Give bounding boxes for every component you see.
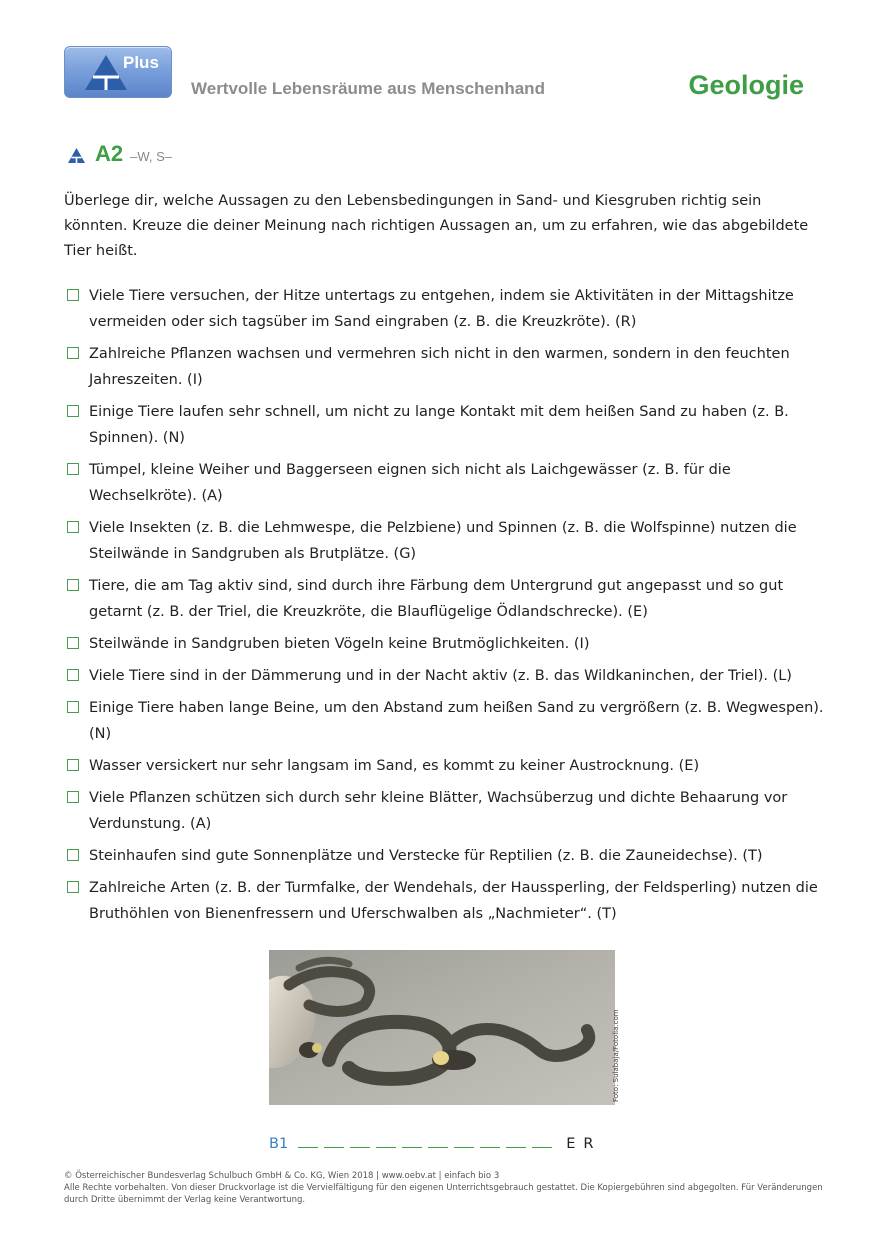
statement-item — [64, 785, 824, 837]
statement-text: Zahlreiche Arten (z. B. der Turmfalke, der Wendehals, der Haussperling, der Feldsperling) nutzen die Bruthöhlen von Bienenfressern und Uferschwalben als „Nachmieter“. (T) — [89, 880, 818, 922]
answer-line — [269, 1131, 593, 1153]
statement-checkbox[interactable] — [67, 521, 79, 533]
answer-blank[interactable] — [324, 1131, 344, 1148]
statement-item — [64, 573, 824, 625]
task-id: A2 — [95, 141, 124, 166]
task-instructions: Überlege dir, welche Aussagen zu den Lebensbedingungen in Sand- und Kiesgruben richtig sein könnten. Kreuze die deiner Meinung nach richtigen Aussagen an, um zu erfahren, wie das abgebildete Tier heißt. — [64, 193, 809, 259]
footer-copyright: © Österreichischer Bundesverlag Schulbuch GmbH & Co. KG, Wien 2018 | www.oebv.at | einfach bio 3 — [64, 1171, 500, 1181]
statement-text: Viele Insekten (z. B. die Lehmwespe, die Pelzbiene) und Spinnen (z. B. die Wolfspinne) nutzen die Steilwände in Sandgruben als Brutplätze. (G) — [89, 520, 797, 562]
statement-text: Tiere, die am Tag aktiv sind, sind durch ihre Färbung dem Untergrund gut angepasst und so gut getarnt (z. B. der Triel, die Kreuzkröte, die Blauflügelige Ödlandschrecke). (E) — [89, 578, 784, 620]
statement-checkbox[interactable] — [67, 637, 79, 649]
statement-checkbox[interactable] — [67, 463, 79, 475]
answer-blank[interactable] — [480, 1131, 500, 1148]
statement-text: Viele Tiere versuchen, der Hitze untertags zu entgehen, indem sie Aktivitäten in der Mittagshitze vermeiden oder sich tagsüber im Sand eingraben (z. B. die Kreuzkröte). (R) — [89, 288, 794, 330]
answer-blank[interactable] — [428, 1131, 448, 1148]
statement-checkbox[interactable] — [67, 579, 79, 591]
statement-text: Steinhaufen sind gute Sonnenplätze und Verstecke für Reptilien (z. B. die Zauneidechse). (T) — [89, 848, 763, 864]
statement-checkbox[interactable] — [67, 289, 79, 301]
answer-blank[interactable] — [298, 1131, 318, 1148]
statement-checkbox[interactable] — [67, 669, 79, 681]
triangle-icon — [68, 148, 85, 163]
header-subtitle: Wertvolle Lebensräume aus Menschenhand — [191, 79, 545, 98]
answer-letter: E — [566, 1136, 576, 1152]
header-subject: Geologie — [688, 70, 804, 100]
statement-text: Einige Tiere haben lange Beine, um den Abstand zum heißen Sand zu vergrößern (z. B. Wegwespen). (N) — [89, 700, 824, 742]
statement-checkbox[interactable] — [67, 881, 79, 893]
statement-checkbox[interactable] — [67, 701, 79, 713]
statement-item — [64, 515, 824, 567]
snake-photo — [269, 950, 615, 1105]
statement-item — [64, 663, 824, 689]
statement-item — [64, 875, 824, 927]
statement-text: Tümpel, kleine Weiher und Baggerseen eignen sich nicht als Laichgewässer (z. B. für die Wechselkröte). (A) — [89, 462, 731, 504]
statement-checkbox[interactable] — [67, 347, 79, 359]
answer-blank[interactable] — [402, 1131, 422, 1148]
statement-item — [64, 399, 824, 451]
statement-item — [64, 753, 824, 779]
statement-item — [64, 843, 824, 869]
statement-item — [64, 695, 824, 747]
statement-text: Viele Pflanzen schützen sich durch sehr kleine Blätter, Wachsüberzug und dichte Behaarung vor Verdunstung. (A) — [89, 790, 788, 832]
footer-rights: Alle Rechte vorbehalten. Von dieser Druckvorlage ist die Vervielfältigung für den eigenen Unterrichtsgebrauch gestattet. Die Kopiergebühren sind abgegolten. Für Veränderungen durch Dritte übernimmt der Verlag keine Verantwortung. — [64, 1183, 823, 1205]
answer-blank[interactable] — [506, 1131, 526, 1148]
statement-checkbox[interactable] — [67, 759, 79, 771]
logo-text: Plus — [123, 53, 159, 72]
footer — [64, 1170, 824, 1206]
statement-checkbox[interactable] — [67, 405, 79, 417]
statement-text: Zahlreiche Pflanzen wachsen und vermehren sich nicht in den warmen, sondern in den feuchten Jahreszeiten. (I) — [89, 346, 790, 388]
statement-checkbox[interactable] — [67, 791, 79, 803]
statement-item — [64, 631, 824, 657]
task-code: –W, S– — [130, 149, 173, 164]
statement-item — [64, 341, 824, 393]
task-heading — [68, 141, 172, 169]
statement-item — [64, 283, 824, 335]
answer-label: B1 — [269, 1136, 289, 1152]
statement-text: Einige Tiere laufen sehr schnell, um nicht zu lange Kontakt mit dem heißen Sand zu haben (z. B. Spinnen). (N) — [89, 404, 789, 446]
statement-item — [64, 457, 824, 509]
answer-letter: R — [583, 1136, 594, 1152]
plus-logo — [64, 46, 172, 98]
statement-text: Wasser versickert nur sehr langsam im Sand, es kommt zu keiner Austrocknung. (E) — [89, 758, 700, 774]
statement-checkbox[interactable] — [67, 849, 79, 861]
answer-blank[interactable] — [454, 1131, 474, 1148]
statement-text: Steilwände in Sandgruben bieten Vögeln keine Brutmöglichkeiten. (I) — [89, 636, 590, 652]
answer-blank[interactable] — [376, 1131, 396, 1148]
statement-text: Viele Tiere sind in der Dämmerung und in der Nacht aktiv (z. B. das Wildkaninchen, der Triel). (L) — [89, 668, 792, 684]
statement-list — [64, 283, 824, 933]
photo-credit-text: Foto: Sulabaja/Fotolia.com — [612, 1009, 620, 1102]
answer-blank[interactable] — [350, 1131, 370, 1148]
answer-blank[interactable] — [532, 1131, 552, 1148]
